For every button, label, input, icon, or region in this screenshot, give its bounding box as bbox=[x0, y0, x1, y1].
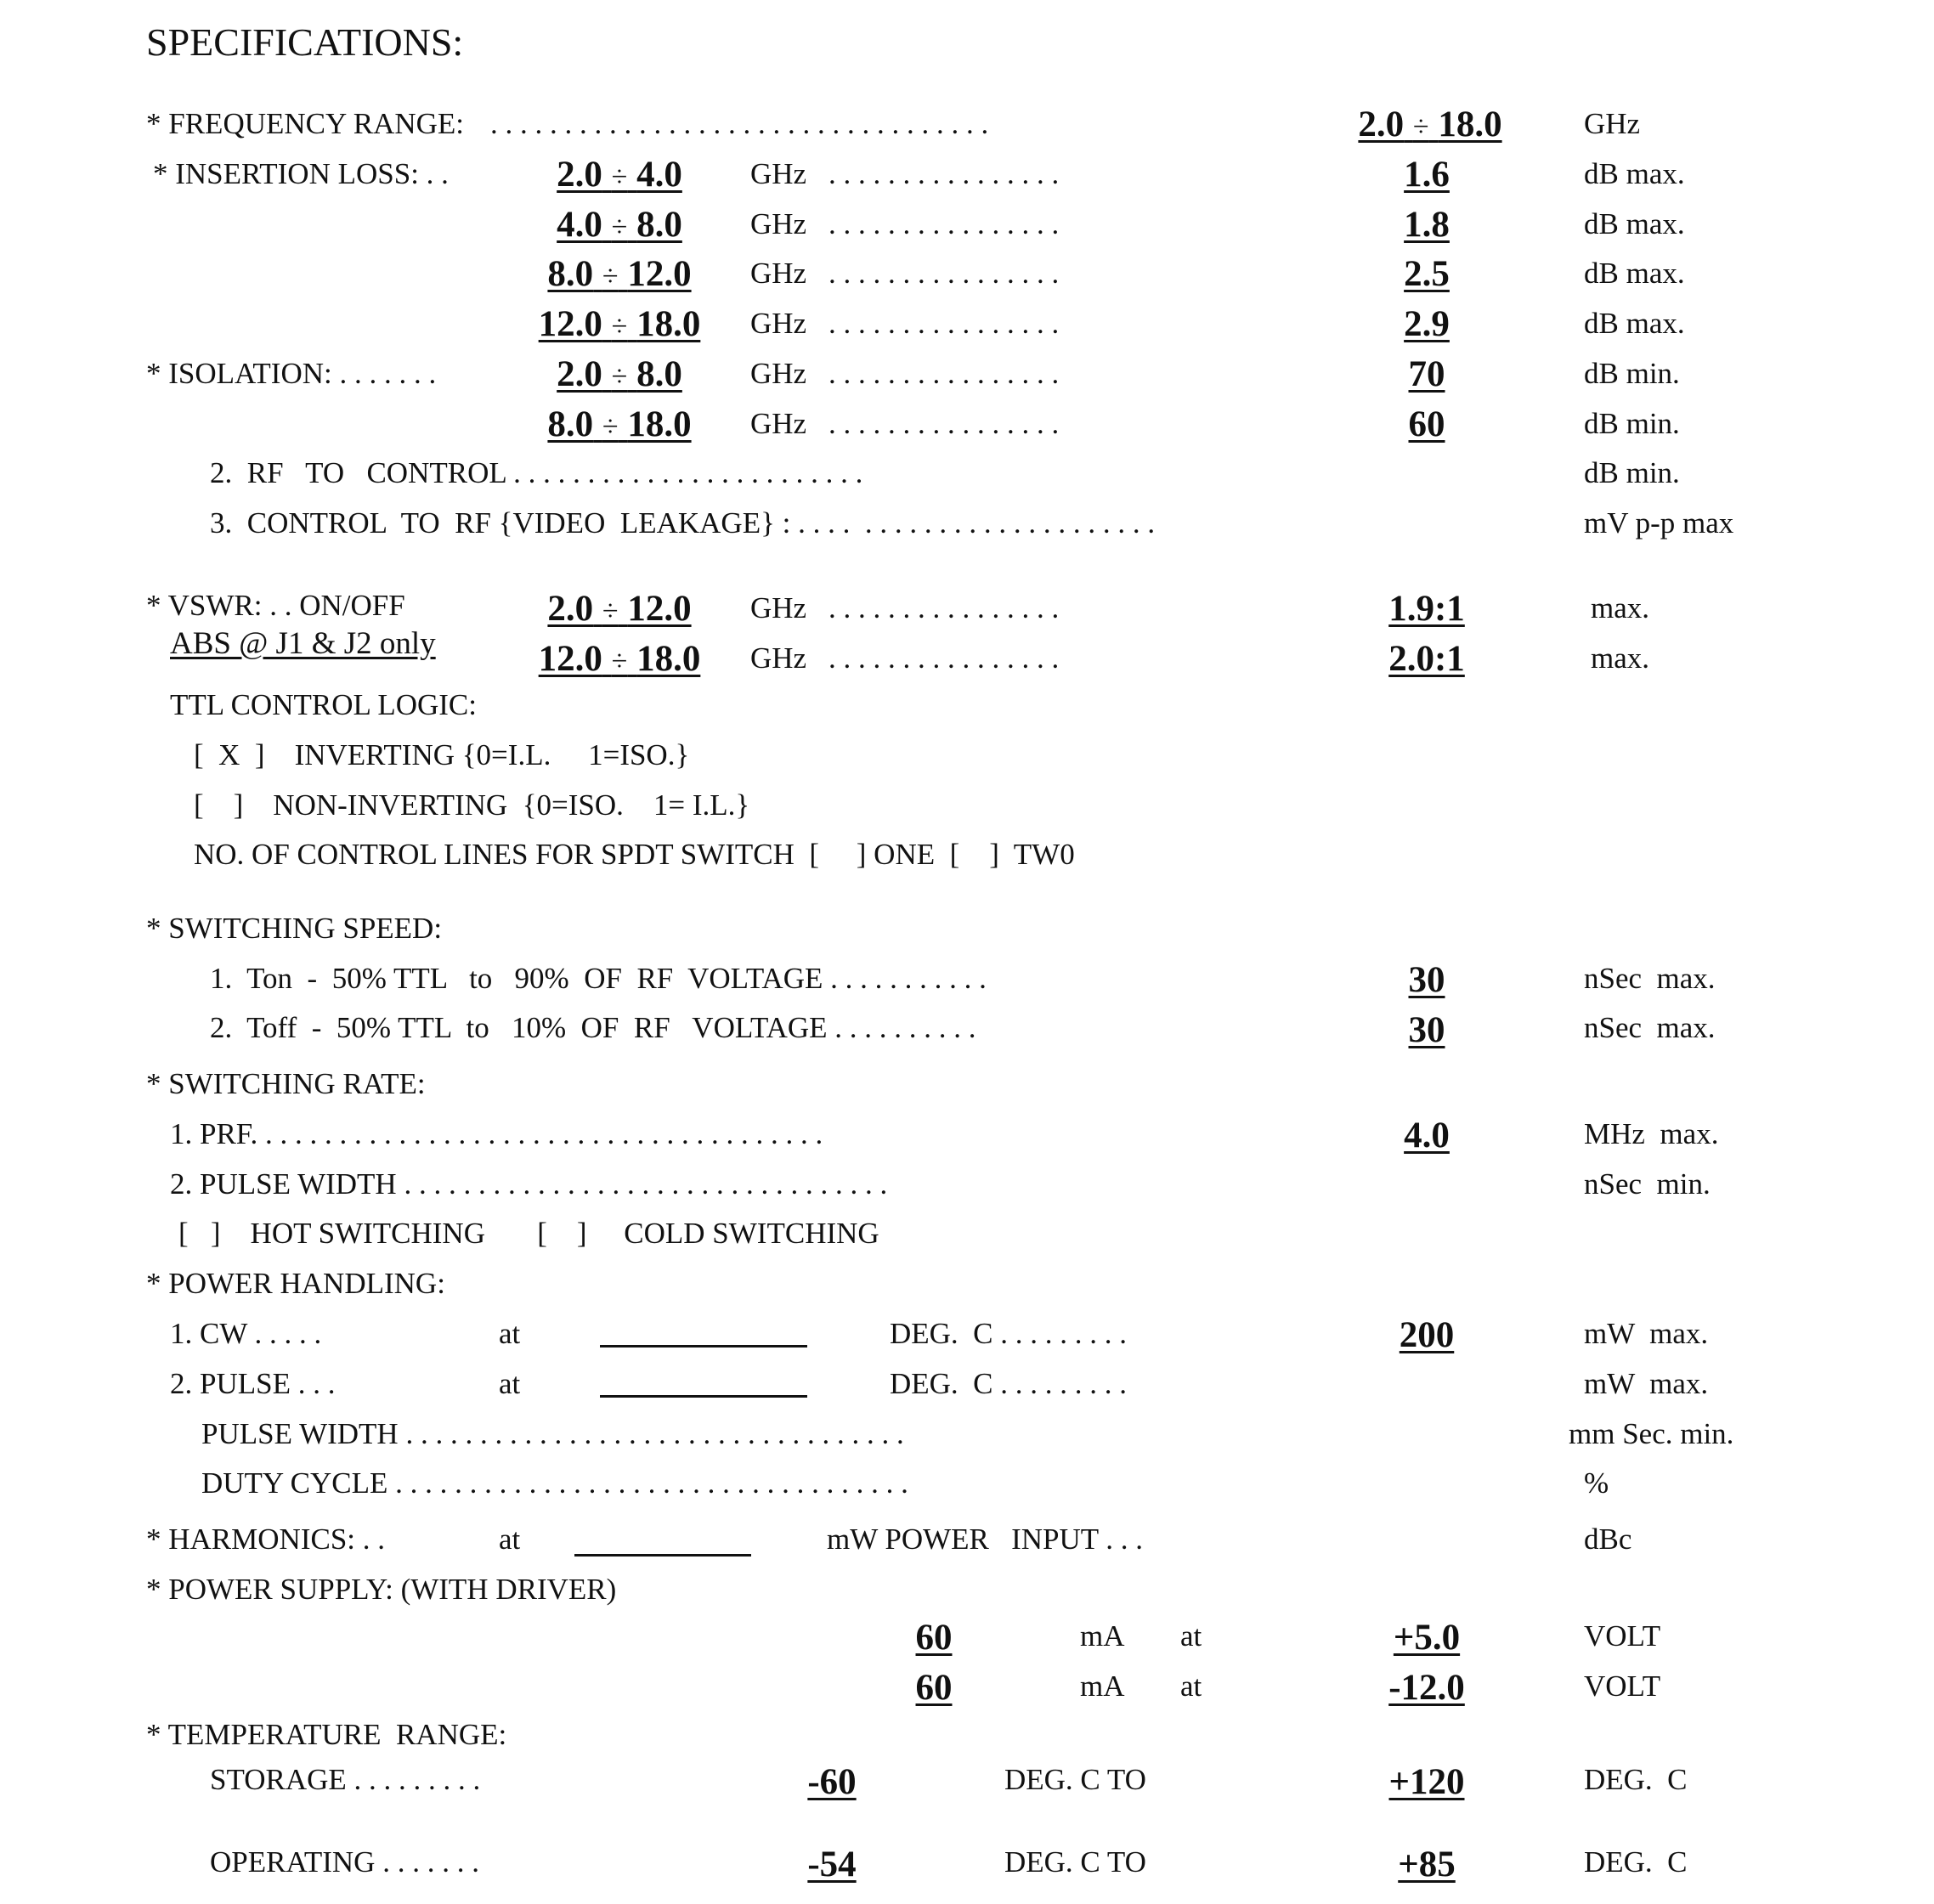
harmonics-input-label: mW POWER INPUT . . . bbox=[827, 1523, 1144, 1556]
supply-volt-unit-2: VOLT bbox=[1584, 1670, 1661, 1703]
range-separator: ÷ bbox=[602, 261, 619, 292]
cw-deg-label: DEG. C . . . . . . . . . bbox=[890, 1317, 1128, 1350]
harmonics-unit: dBc bbox=[1584, 1523, 1632, 1556]
harmonics-label: * HARMONICS: . . bbox=[146, 1523, 386, 1556]
toff-unit: nSec max. bbox=[1584, 1011, 1716, 1044]
toff-value: 30 bbox=[1408, 1010, 1445, 1050]
insertion-loss-dots-3: . . . . . . . . . . . . . . . . bbox=[828, 257, 1060, 290]
storage-low-value: -60 bbox=[807, 1762, 857, 1802]
isolation-dots-1: . . . . . . . . . . . . . . . . bbox=[828, 357, 1060, 390]
range-low: 8.0 bbox=[547, 254, 594, 294]
harmonics-power-blank bbox=[574, 1554, 751, 1557]
insertion-loss-unit-2: dB max. bbox=[1584, 207, 1685, 240]
storage-unit: DEG. C bbox=[1584, 1763, 1688, 1796]
insertion-loss-value-1: 1.6 bbox=[1404, 155, 1450, 195]
vswr-label: * VSWR: . . ON/OFF bbox=[146, 589, 405, 622]
prf-label: 1. PRF. . . . . . . . . . . . . . . . . . . . . . . . . . . . . . . . . . . . . . . bbox=[170, 1117, 823, 1150]
range-high: 12.0 bbox=[627, 589, 692, 629]
prf-unit: MHz max. bbox=[1584, 1117, 1719, 1150]
range-separator: ÷ bbox=[611, 311, 628, 342]
pulse-at: at bbox=[499, 1367, 521, 1400]
vswr-note: ABS @ J1 & J2 only bbox=[170, 626, 436, 661]
range-separator: ÷ bbox=[602, 411, 619, 443]
switching-rate-label: * SWITCHING RATE: bbox=[146, 1067, 426, 1100]
vswr-ghz-2: GHz bbox=[750, 641, 807, 675]
range-low: 2.0 bbox=[547, 589, 594, 629]
vswr-unit-1: max. bbox=[1591, 591, 1650, 624]
isolation-unit-2: dB min. bbox=[1584, 407, 1680, 440]
temperature-range-label: * TEMPERATURE RANGE: bbox=[146, 1718, 507, 1751]
insertion-loss-dots-4: . . . . . . . . . . . . . . . . bbox=[828, 307, 1060, 340]
vswr-dots-1: . . . . . . . . . . . . . . . . bbox=[828, 591, 1060, 624]
control-lines-option: NO. OF CONTROL LINES FOR SPDT SWITCH [ ] ONE [ ] TW0 bbox=[194, 838, 1075, 871]
supply-at-2: at bbox=[1180, 1670, 1202, 1703]
range-separator: ÷ bbox=[611, 161, 628, 193]
range-low: 8.0 bbox=[547, 404, 594, 444]
vswr-range-2 bbox=[539, 640, 701, 681]
duty-cycle-label: DUTY CYCLE . . . . . . . . . . . . . . . . . . . . . . . . . . . . . . . . . . . bbox=[201, 1466, 908, 1500]
ton-value: 30 bbox=[1408, 960, 1445, 1000]
insertion-loss-dots-1: . . . . . . . . . . . . . . . . bbox=[828, 157, 1060, 190]
insertion-loss-range-1 bbox=[557, 155, 682, 197]
cw-temperature-blank bbox=[600, 1345, 807, 1347]
power-pulse-width-unit: mm Sec. min. bbox=[1569, 1417, 1734, 1450]
pulse-width-label: 2. PULSE WIDTH . . . . . . . . . . . . . . . . . . . . . . . . . . . . . . . . . bbox=[170, 1167, 888, 1201]
isolation-value-2: 60 bbox=[1408, 404, 1445, 444]
insertion-loss-unit-3: dB max. bbox=[1584, 257, 1685, 290]
supply-at-1: at bbox=[1180, 1619, 1202, 1653]
insertion-loss-range-2 bbox=[557, 206, 682, 247]
supply-current-2: 60 bbox=[915, 1668, 953, 1708]
frequency-range-label: * FREQUENCY RANGE: bbox=[146, 107, 464, 140]
range-high: 8.0 bbox=[636, 205, 682, 245]
control-to-rf-label: 3. CONTROL TO RF {VIDEO LEAKAGE} : . . . . . . . . . . . . . . . . . . . . . . . . bbox=[210, 506, 1156, 540]
vswr-value-2: 2.0:1 bbox=[1388, 639, 1465, 679]
insertion-loss-ghz-1: GHz bbox=[750, 157, 807, 190]
insertion-loss-unit-4: dB max. bbox=[1584, 307, 1685, 340]
storage-high-value: +120 bbox=[1388, 1762, 1465, 1802]
insertion-loss-value-3: 2.5 bbox=[1404, 254, 1450, 294]
range-separator: ÷ bbox=[611, 361, 628, 393]
pulse-deg-label: DEG. C . . . . . . . . . bbox=[890, 1367, 1128, 1400]
power-handling-label: * POWER HANDLING: bbox=[146, 1267, 445, 1300]
power-supply-label: * POWER SUPPLY: (WITH DRIVER) bbox=[146, 1573, 617, 1606]
range-high: 18.0 bbox=[627, 404, 692, 444]
ton-label: 1. Ton - 50% TTL to 90% OF RF VOLTAGE . . . . . . . . . . . bbox=[210, 962, 987, 995]
insertion-loss-value-2: 1.8 bbox=[1404, 205, 1450, 245]
cw-unit: mW max. bbox=[1584, 1317, 1709, 1350]
non-inverting-option: [ ] NON-INVERTING {0=ISO. 1= I.L.} bbox=[194, 788, 750, 822]
prf-value: 4.0 bbox=[1404, 1116, 1450, 1155]
range-low: 12.0 bbox=[538, 304, 602, 344]
insertion-loss-range-3 bbox=[547, 255, 691, 297]
cw-at: at bbox=[499, 1317, 521, 1350]
isolation-dots-2: . . . . . . . . . . . . . . . . bbox=[828, 407, 1060, 440]
page-title: SPECIFICATIONS: bbox=[146, 20, 464, 64]
isolation-label: * ISOLATION: . . . . . . . bbox=[146, 357, 437, 390]
control-to-rf-unit: mV p-p max bbox=[1584, 506, 1734, 540]
isolation-ghz-1: GHz bbox=[750, 357, 807, 390]
ttl-control-logic-label: TTL CONTROL LOGIC: bbox=[170, 688, 477, 721]
vswr-ghz-1: GHz bbox=[750, 591, 807, 624]
insertion-loss-ghz-3: GHz bbox=[750, 257, 807, 290]
supply-ma-unit-2: mA bbox=[1080, 1670, 1125, 1703]
storage-to-label: DEG. C TO bbox=[1004, 1763, 1146, 1796]
range-low: 2.0 bbox=[557, 155, 602, 195]
insertion-loss-ghz-2: GHz bbox=[750, 207, 807, 240]
vswr-unit-2: max. bbox=[1591, 641, 1650, 675]
range-separator: ÷ bbox=[1412, 111, 1429, 143]
frequency-range-unit: GHz bbox=[1584, 107, 1641, 140]
range-low: 2.0 bbox=[557, 354, 602, 394]
range-separator: ÷ bbox=[602, 596, 619, 627]
pulse-width-unit: nSec min. bbox=[1584, 1167, 1711, 1201]
range-high: 18.0 bbox=[636, 639, 701, 679]
supply-voltage-2: -12.0 bbox=[1388, 1668, 1465, 1708]
range-high: 8.0 bbox=[636, 354, 682, 394]
operating-low-value: -54 bbox=[807, 1845, 857, 1884]
vswr-value-1: 1.9:1 bbox=[1388, 589, 1465, 629]
pulse-label: 2. PULSE . . . bbox=[170, 1367, 336, 1400]
toff-label: 2. Toff - 50% TTL to 10% OF RF VOLTAGE . . . . . . . . . . bbox=[210, 1011, 976, 1044]
power-pulse-width-label: PULSE WIDTH . . . . . . . . . . . . . . . . . . . . . . . . . . . . . . . . . . bbox=[201, 1417, 904, 1450]
vswr-range-1 bbox=[547, 590, 691, 631]
ton-unit: nSec max. bbox=[1584, 962, 1716, 995]
range-high: 18.0 bbox=[636, 304, 701, 344]
vswr-dots-2: . . . . . . . . . . . . . . . . bbox=[828, 641, 1060, 675]
isolation-unit-1: dB min. bbox=[1584, 357, 1680, 390]
frequency-low-value: 2.0 bbox=[1358, 105, 1405, 144]
insertion-loss-label: * INSERTION LOSS: . . bbox=[153, 157, 449, 190]
supply-voltage-1: +5.0 bbox=[1393, 1618, 1461, 1658]
insertion-loss-unit-1: dB max. bbox=[1584, 157, 1685, 190]
pulse-temperature-blank bbox=[600, 1395, 807, 1398]
isolation-range-1 bbox=[557, 355, 682, 397]
isolation-range-2 bbox=[547, 405, 691, 447]
hot-cold-switching-options: [ ] HOT SWITCHING [ ] COLD SWITCHING bbox=[178, 1217, 879, 1250]
insertion-loss-value-4: 2.9 bbox=[1404, 304, 1450, 344]
rf-to-control-unit: dB min. bbox=[1584, 456, 1680, 489]
insertion-loss-dots-2: . . . . . . . . . . . . . . . . bbox=[828, 207, 1060, 240]
supply-current-1: 60 bbox=[915, 1618, 953, 1658]
operating-label: OPERATING . . . . . . . bbox=[210, 1845, 479, 1879]
cw-label: 1. CW . . . . . bbox=[170, 1317, 322, 1350]
duty-cycle-unit: % bbox=[1584, 1466, 1609, 1500]
insertion-loss-ghz-4: GHz bbox=[750, 307, 807, 340]
pulse-unit: mW max. bbox=[1584, 1367, 1709, 1400]
switching-speed-label: * SWITCHING SPEED: bbox=[146, 912, 443, 945]
operating-high-value: +85 bbox=[1398, 1845, 1456, 1884]
frequency-range-value bbox=[1358, 105, 1501, 147]
insertion-loss-range-4 bbox=[539, 305, 701, 347]
harmonics-at: at bbox=[499, 1523, 521, 1556]
cw-value: 200 bbox=[1399, 1315, 1455, 1355]
range-low: 12.0 bbox=[538, 639, 602, 679]
range-high: 12.0 bbox=[627, 254, 692, 294]
supply-volt-unit-1: VOLT bbox=[1584, 1619, 1661, 1653]
range-separator: ÷ bbox=[611, 212, 628, 243]
range-separator: ÷ bbox=[611, 646, 628, 677]
operating-to-label: DEG. C TO bbox=[1004, 1845, 1146, 1879]
supply-ma-unit-1: mA bbox=[1080, 1619, 1125, 1653]
frequency-high-value: 18.0 bbox=[1438, 105, 1502, 144]
storage-label: STORAGE . . . . . . . . . bbox=[210, 1763, 481, 1796]
isolation-ghz-2: GHz bbox=[750, 407, 807, 440]
range-low: 4.0 bbox=[557, 205, 602, 245]
inverting-option: [ X ] INVERTING {0=I.L. 1=ISO.} bbox=[194, 738, 690, 771]
isolation-value-1: 70 bbox=[1408, 354, 1445, 394]
rf-to-control-label: 2. RF TO CONTROL . . . . . . . . . . . . . . . . . . . . . . . . bbox=[210, 456, 863, 489]
operating-unit: DEG. C bbox=[1584, 1845, 1688, 1879]
range-high: 4.0 bbox=[636, 155, 682, 195]
frequency-range-leader-dots: . . . . . . . . . . . . . . . . . . . . . . . . . . . . . . . . . . bbox=[490, 107, 989, 140]
